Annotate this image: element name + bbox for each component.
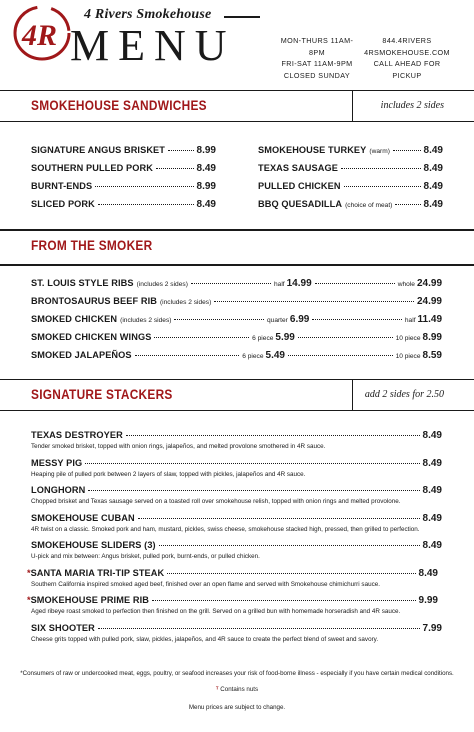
item-name: SMOKED CHICKEN bbox=[31, 314, 118, 324]
menu-item bbox=[31, 430, 442, 443]
tagline: 4 Rivers Smokehouse bbox=[84, 7, 212, 22]
leader-dots bbox=[135, 355, 240, 356]
item-price: 7.99 bbox=[422, 622, 442, 634]
item-price: 8.49 bbox=[422, 485, 442, 496]
menu-item bbox=[27, 595, 438, 608]
leader-dots bbox=[85, 463, 419, 464]
leader-dots bbox=[191, 283, 271, 284]
menu-item bbox=[258, 199, 443, 212]
stacker-item bbox=[27, 567, 442, 596]
item-note: (choice of meat) bbox=[345, 202, 393, 209]
stacker-item bbox=[31, 513, 442, 541]
item-price: 24.99 bbox=[416, 278, 443, 289]
item-description: Heaping pile of pulled pork between 2 layers of slaw, topped with pickles, jalapeños and 4R sauce. bbox=[31, 470, 306, 478]
website-link[interactable]: 4RSMOKEHOUSE.COM bbox=[364, 47, 450, 57]
item-price: 8.49 bbox=[422, 457, 442, 469]
stacker-item bbox=[31, 540, 442, 568]
stacker-item bbox=[31, 485, 442, 513]
leader-dots bbox=[98, 628, 420, 629]
item-price: 8.49 bbox=[196, 199, 216, 210]
leader-dots bbox=[167, 573, 415, 574]
item-name: SOUTHERN PULLED PORK bbox=[31, 163, 153, 173]
item-price: 8.99 bbox=[422, 332, 442, 343]
raw-warning-mark: * bbox=[27, 595, 31, 605]
food-safety-warning: *Consumers of raw or undercooked meat, eggs, poultry, or seafood increases your risk of food-borne illness - especially if you have certain medical conditions. bbox=[20, 670, 454, 677]
leader-dots bbox=[159, 545, 420, 546]
item-note: (includes 2 sides) bbox=[136, 281, 188, 288]
size-label: 10 piece bbox=[395, 335, 421, 342]
menu-item bbox=[31, 278, 442, 291]
item-price: 8.49 bbox=[196, 163, 216, 174]
menu-item bbox=[31, 350, 442, 363]
phone-number[interactable]: 844.4RIVERS bbox=[382, 36, 432, 45]
nuts-note bbox=[0, 686, 474, 693]
item-name: TEXAS DESTROYER bbox=[31, 430, 123, 440]
item-name: BURNT-ENDS bbox=[31, 181, 93, 191]
item-description: Tender smoked brisket, topped with onion rings, jalapeños, and melted provolone smothered in 4R sauce. bbox=[31, 443, 326, 450]
leader-dots bbox=[168, 150, 194, 151]
item-price: 8.99 bbox=[196, 145, 216, 156]
size-label: 6 piece bbox=[242, 353, 264, 360]
leader-dots bbox=[154, 337, 249, 338]
item-name: SMOKED CHICKEN WINGS bbox=[31, 332, 152, 342]
item-description: 4R twist on a classic. Smoked pork and ham, mustard, pickles, swiss cheese, smokehouse stacked high, pressed, then grilled to perfection. bbox=[31, 525, 420, 533]
size-label: half bbox=[273, 281, 285, 288]
leader-dots bbox=[393, 150, 421, 151]
size-label: half bbox=[404, 317, 416, 324]
menu-item bbox=[31, 163, 216, 176]
item-name: SMOKEHOUSE PRIME RIB bbox=[30, 595, 149, 605]
item-price: 8.99 bbox=[196, 181, 216, 192]
menu-item bbox=[31, 332, 442, 345]
4r-logo-icon bbox=[10, 3, 76, 63]
item-price: 8.49 bbox=[418, 567, 438, 579]
stacker-item bbox=[31, 458, 442, 486]
menu-item bbox=[31, 145, 216, 158]
item-name: LONGHORN bbox=[31, 485, 86, 495]
section-rule bbox=[0, 229, 474, 231]
menu-item bbox=[258, 181, 443, 194]
menu-title: MENU bbox=[70, 21, 236, 70]
hours-line: MON-THURS 11AM-8PM bbox=[280, 36, 354, 57]
leader-dots bbox=[315, 283, 395, 284]
item-price: 8.49 bbox=[423, 163, 443, 174]
section-title: SMOKEHOUSE SANDWICHES bbox=[31, 98, 207, 113]
section-stackers-header bbox=[0, 379, 474, 411]
item-price: 8.49 bbox=[423, 145, 443, 156]
menu-header bbox=[0, 0, 474, 80]
item-name: MESSY PIG bbox=[31, 457, 83, 468]
item-price: 8.49 bbox=[422, 430, 442, 441]
divider bbox=[352, 380, 353, 410]
nut-icon: ᵀ bbox=[215, 686, 219, 693]
section-smoker-title: FROM THE SMOKER bbox=[31, 238, 153, 253]
size-label: quarter bbox=[266, 317, 288, 324]
item-description: Cheese grits topped with pulled pork, slaw, pickles, jalapeños, and 4R sauce to create the perfect blend of sweet and savory. bbox=[31, 635, 379, 643]
item-price: 6.99 bbox=[289, 314, 310, 325]
size-label: 10 piece bbox=[395, 353, 421, 360]
menu-item bbox=[31, 513, 442, 526]
stacker-list bbox=[27, 430, 442, 650]
item-price: 8.59 bbox=[422, 350, 442, 361]
item-name: BRONTOSAURUS BEEF RIB bbox=[31, 296, 157, 306]
leader-dots bbox=[312, 319, 402, 320]
nuts-note-text: Contains nuts bbox=[220, 686, 259, 693]
leader-dots bbox=[156, 168, 194, 169]
leader-dots bbox=[98, 204, 194, 205]
svg-text:4R: 4R bbox=[22, 19, 58, 52]
item-name: SIGNATURE ANGUS BRISKET bbox=[31, 145, 165, 155]
item-note: (includes 2 sides) bbox=[120, 317, 172, 324]
stacker-item bbox=[31, 430, 442, 458]
menu-item bbox=[258, 145, 443, 158]
item-name: SMOKEHOUSE SLIDERS (3) bbox=[31, 540, 156, 550]
leader-dots bbox=[95, 186, 193, 187]
leader-dots bbox=[88, 490, 419, 491]
item-name: SMOKEHOUSE CUBAN bbox=[31, 512, 135, 523]
leader-dots bbox=[138, 518, 420, 519]
item-description: Chopped brisket and Texas sausage served on a toasted roll over smokehouse relish, topped with onion rings and melted provolone. bbox=[31, 498, 401, 505]
item-note: (warm) bbox=[369, 148, 390, 155]
leader-dots bbox=[341, 168, 421, 169]
item-price: 5.99 bbox=[275, 332, 295, 343]
item-name: ST. LOUIS STYLE RIBS bbox=[31, 278, 134, 288]
leader-dots bbox=[152, 600, 416, 601]
item-name: SMOKED JALAPEÑOS bbox=[31, 350, 132, 360]
item-name: TEXAS SAUSAGE bbox=[258, 163, 338, 173]
menu-item bbox=[258, 163, 443, 176]
price-disclaimer: Menu prices are subject to change. bbox=[188, 704, 286, 711]
item-description: Aged ribeye roast smoked to perfection then finished on the grill. Served on a grilled bun with homemade horseradish and 4R sauce. bbox=[31, 608, 401, 615]
item-description: U-pick and mix between: Angus brisket, pulled pork, burnt-ends, or pulled chicken. bbox=[31, 553, 260, 560]
menu-item bbox=[31, 314, 442, 327]
section-title: SIGNATURE STACKERS bbox=[31, 387, 173, 402]
hours-line: FRI-SAT 11AM-9PM bbox=[281, 59, 353, 68]
item-price: 5.49 bbox=[265, 350, 285, 361]
contact-block bbox=[360, 35, 454, 81]
menu-item bbox=[27, 568, 438, 581]
section-sandwiches-header bbox=[0, 90, 474, 122]
section-rule bbox=[0, 264, 474, 266]
item-price: 8.49 bbox=[423, 181, 443, 192]
stacker-item bbox=[31, 623, 442, 651]
leader-dots bbox=[344, 186, 421, 187]
item-price: 8.49 bbox=[422, 512, 442, 524]
item-name: BBQ QUESADILLA bbox=[258, 199, 343, 209]
tagline-rule bbox=[224, 16, 260, 18]
item-note: (includes 2 sides) bbox=[159, 299, 212, 306]
section-note: includes 2 sides bbox=[380, 100, 444, 111]
item-name: SANTA MARIA TRI-TIP STEAK bbox=[30, 567, 165, 578]
item-price: 14.99 bbox=[286, 278, 312, 289]
item-price: 11.49 bbox=[417, 314, 443, 325]
menu-item bbox=[31, 199, 216, 212]
pickup-note: CALL AHEAD FOR PICKUP bbox=[373, 59, 441, 80]
divider bbox=[352, 91, 353, 121]
leader-dots bbox=[214, 301, 414, 302]
menu-item bbox=[31, 296, 442, 309]
item-price: 8.49 bbox=[422, 540, 442, 551]
stacker-item bbox=[27, 595, 442, 623]
item-price: 24.99 bbox=[416, 296, 442, 307]
item-description: Southern California inspired smoked aged beef, finished over an open flame and served with Smokehouse chimichurri sauce. bbox=[31, 580, 380, 588]
hours-block bbox=[274, 35, 360, 81]
size-label: whole bbox=[397, 281, 415, 288]
menu-item bbox=[31, 458, 442, 471]
section-note: add 2 sides for 2.50 bbox=[364, 389, 444, 400]
size-label: 6 piece bbox=[252, 335, 274, 342]
menu-item bbox=[31, 485, 442, 498]
hours-line: CLOSED SUNDAY bbox=[283, 70, 351, 80]
leader-dots bbox=[298, 337, 393, 338]
item-name: SLICED PORK bbox=[31, 199, 95, 209]
leader-dots bbox=[126, 435, 420, 436]
raw-warning-mark: * bbox=[27, 567, 31, 578]
item-price: 9.99 bbox=[418, 595, 438, 606]
menu-item bbox=[31, 623, 442, 636]
item-name: SIX SHOOTER bbox=[31, 622, 95, 633]
item-name: PULLED CHICKEN bbox=[258, 181, 341, 191]
menu-item bbox=[31, 181, 216, 194]
item-name: SMOKEHOUSE TURKEY bbox=[258, 145, 367, 155]
leader-dots bbox=[288, 355, 393, 356]
menu-item bbox=[31, 540, 442, 553]
leader-dots bbox=[174, 319, 264, 320]
leader-dots bbox=[395, 204, 420, 205]
item-price: 8.49 bbox=[423, 199, 443, 210]
